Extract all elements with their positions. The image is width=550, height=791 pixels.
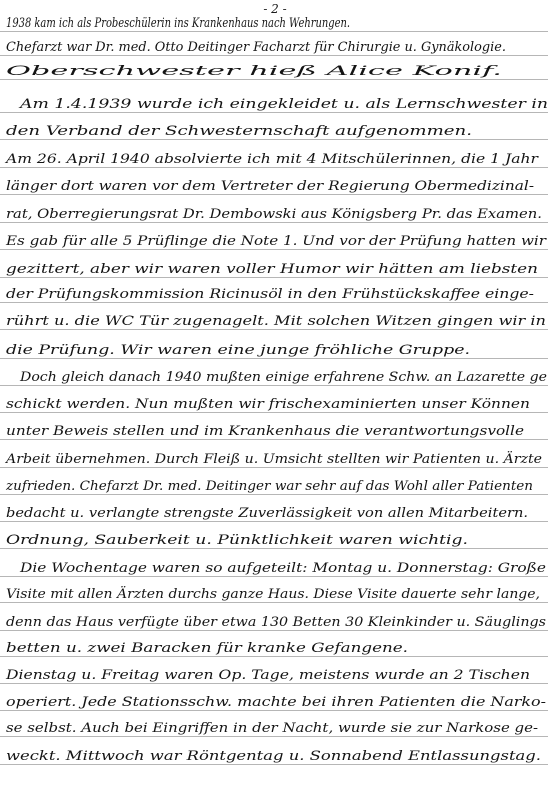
writing-baseline bbox=[0, 385, 548, 386]
text-line: betten u. zwei Baracken für kranke Gefangene. bbox=[6, 641, 408, 656]
text-line: bedacht u. verlangte strengste Zuverlässigkeit von allen Mitarbeitern. bbox=[6, 506, 529, 521]
text-line: Am 26. April 1940 absolvierte ich mit 4 Mitschülerinnen, die 1 Jahr bbox=[6, 152, 538, 167]
text-line: den Verband der Schwesternschaft aufgenommen. bbox=[6, 124, 472, 139]
text-line: Oberschwester hieß Alice Konif. bbox=[6, 64, 503, 79]
writing-baseline bbox=[0, 602, 548, 603]
writing-baseline bbox=[0, 683, 548, 684]
writing-baseline bbox=[0, 329, 548, 330]
text-line: gezittert, aber wir waren voller Humor wir hätten am liebsten bbox=[6, 262, 538, 277]
writing-baseline bbox=[0, 736, 548, 737]
writing-baseline bbox=[0, 222, 548, 223]
writing-baseline bbox=[0, 79, 548, 80]
writing-baseline bbox=[0, 439, 548, 440]
writing-baseline bbox=[0, 358, 548, 359]
writing-baseline bbox=[0, 139, 548, 140]
writing-baseline bbox=[0, 576, 548, 577]
writing-baseline bbox=[0, 277, 548, 278]
text-line: Ordnung, Sauberkeit u. Pünktlichkeit waren wichtig. bbox=[6, 533, 468, 548]
text-line: länger dort waren vor dem Vertreter der Regierung Obermedizinal- bbox=[6, 179, 535, 194]
text-line: zufrieden. Chefarzt Dr. med. Deitinger war sehr auf das Wohl aller Patienten bbox=[6, 479, 534, 494]
writing-baseline bbox=[0, 167, 548, 168]
writing-baseline bbox=[0, 764, 548, 765]
text-line: Es gab für alle 5 Prüflinge die Note 1. Und vor der Prüfung hatten wir bbox=[6, 234, 546, 249]
text-line: rührt u. die WC Tür zugenagelt. Mit solchen Witzen gingen wir in bbox=[6, 314, 546, 329]
writing-baseline bbox=[0, 249, 548, 250]
text-line: Visite mit allen Ärzten durchs ganze Haus. Diese Visite dauerte sehr lange, bbox=[6, 587, 540, 602]
text-line: Die Wochentage waren so aufgeteilt: Montag u. Donnerstag: Große bbox=[20, 561, 546, 576]
page-number: - 2 - bbox=[263, 2, 287, 16]
text-line: weckt. Mittwoch war Röntgentag u. Sonnabend Entlassungstag. bbox=[6, 749, 541, 764]
text-line: Doch gleich danach 1940 mußten einige erfahrene Schw. an Lazarette ge bbox=[20, 370, 547, 385]
writing-baseline bbox=[0, 302, 548, 303]
text-line: se selbst. Auch bei Eingriffen in der Nacht, wurde sie zur Narkose ge- bbox=[6, 721, 539, 736]
text-line: Arbeit übernehmen. Durch Fleiß u. Umsicht stellten wir Patienten u. Ärzte bbox=[6, 452, 543, 467]
text-line: Chefarzt war Dr. med. Otto Deitinger Facharzt für Chirurgie u. Gynäkologie. bbox=[6, 40, 506, 55]
writing-baseline bbox=[0, 112, 548, 113]
writing-baseline bbox=[0, 521, 548, 522]
writing-baseline bbox=[0, 412, 548, 413]
text-line: unter Beweis stellen und im Krankenhaus die verantwortungsvolle bbox=[6, 424, 524, 439]
writing-baseline bbox=[0, 630, 548, 631]
text-line: Am 1.4.1939 wurde ich eingekleidet u. als Lernschwester in bbox=[20, 97, 548, 112]
writing-baseline bbox=[0, 710, 548, 711]
writing-baseline bbox=[0, 656, 548, 657]
writing-baseline bbox=[0, 548, 548, 549]
writing-baseline bbox=[0, 31, 548, 32]
text-line: die Prüfung. Wir waren eine junge fröhliche Gruppe. bbox=[6, 343, 470, 358]
writing-baseline bbox=[0, 494, 548, 495]
text-line: der Prüfungskommission Ricinusöl in den Frühstückskaffee einge- bbox=[6, 287, 534, 302]
text-line: denn das Haus verfügte über etwa 130 Betten 30 Kleinkinder u. Säuglings bbox=[6, 615, 546, 630]
writing-baseline bbox=[0, 194, 548, 195]
writing-baseline bbox=[0, 467, 548, 468]
text-line: operiert. Jede Stationsschw. machte bei ihren Patienten die Narko- bbox=[6, 695, 546, 710]
text-line: schickt werden. Nun mußten wir frischexaminierten unser Können bbox=[6, 397, 530, 412]
writing-baseline bbox=[0, 55, 548, 56]
text-line: 1938 kam ich als Probeschülerin ins Krankenhaus nach Wehrungen. bbox=[6, 16, 351, 31]
text-line: rat, Oberregierungsrat Dr. Dembowski aus Königsberg Pr. das Examen. bbox=[6, 207, 542, 222]
text-line: Dienstag u. Freitag waren Op. Tage, meistens wurde an 2 Tischen bbox=[6, 668, 531, 683]
